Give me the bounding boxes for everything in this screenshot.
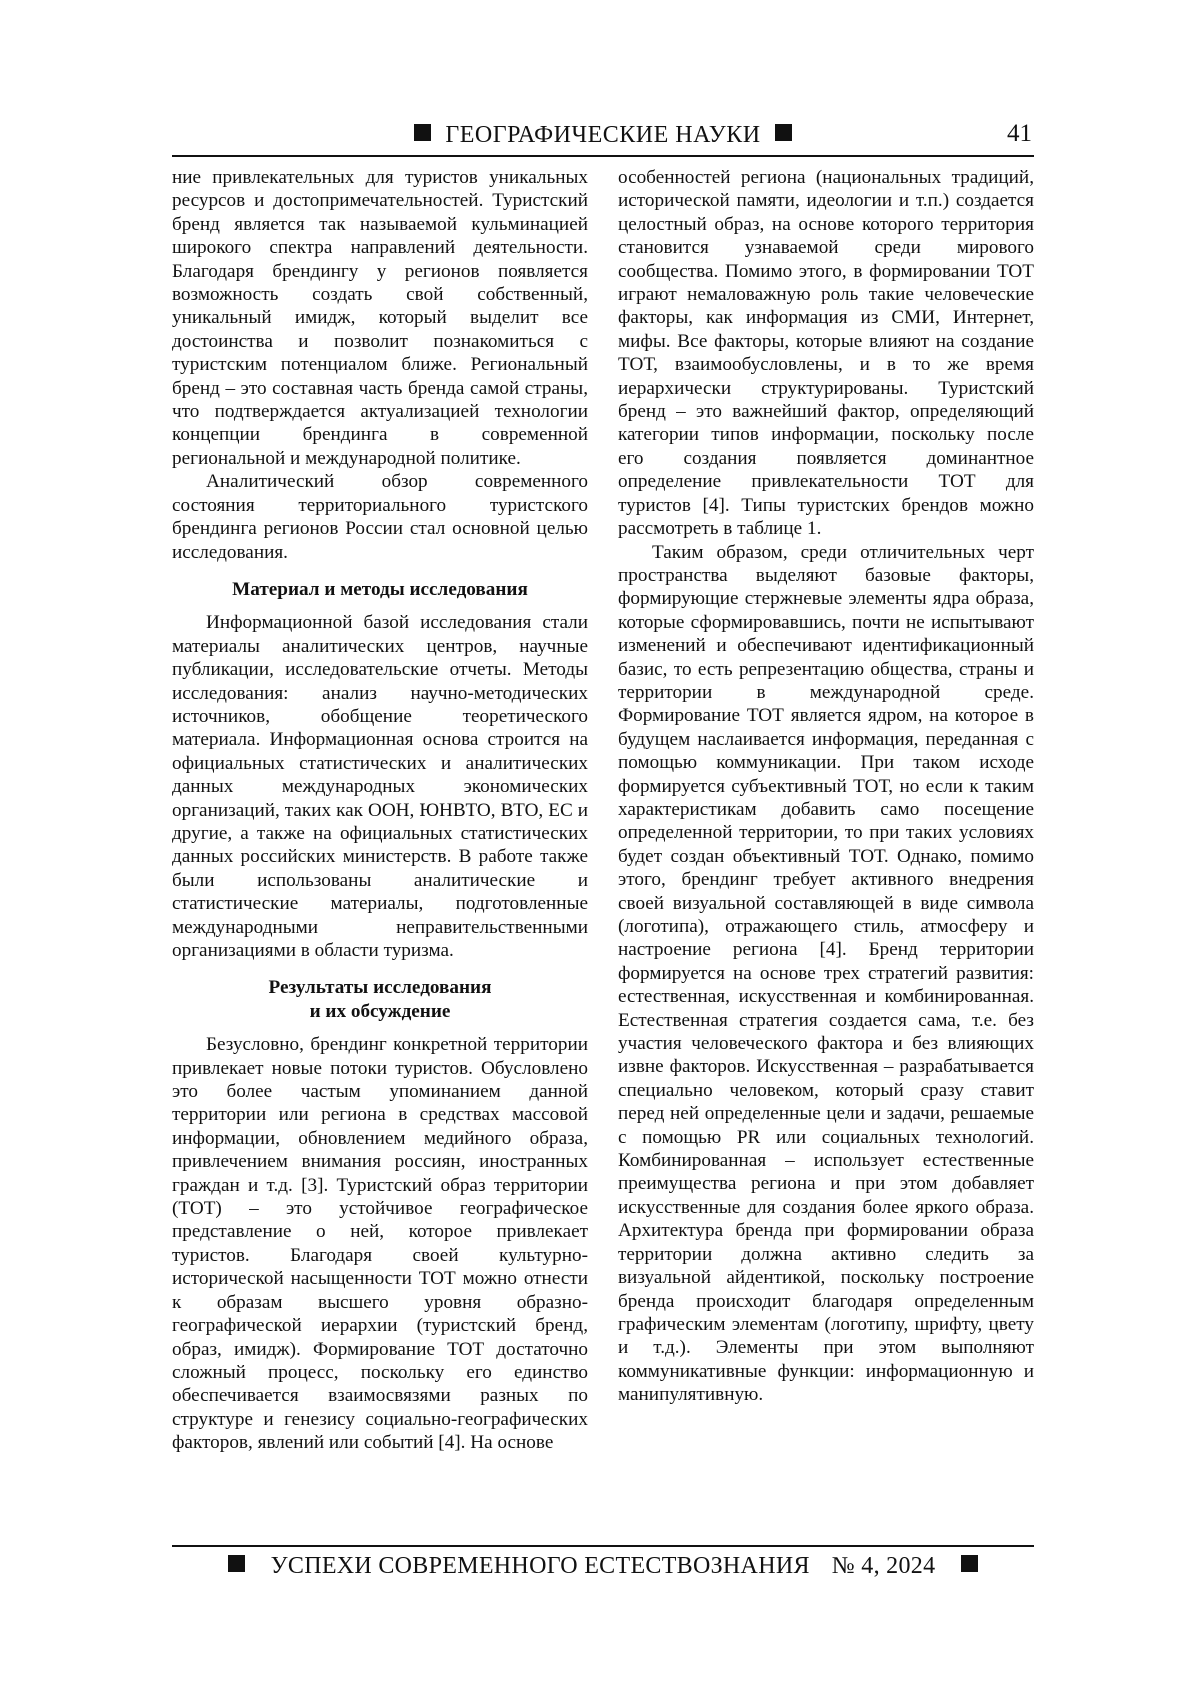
heading-line: и их обсуждение bbox=[309, 1000, 451, 1022]
journal-title: УСПЕХИ СОВРЕМЕННОГО ЕСТЕСТВОЗНАНИЯ bbox=[270, 1553, 810, 1579]
paragraph: Таким образом, среди отличительных черт пространства выделяют базовые факторы, формирующие стержневые элементы ядра образа, которые сформировавшись, почти не испытывают изменений и обеспечивают идентификационный базис, то есть репрезентацию общества, страны и территории в международной среде. Формирование ТОТ является ядром, на которое в будущем наслаивается информация, переданная с помощью коммуникации. При таком исходе формируется субъективный ТОТ, но если к таким характеристикам добавить само посещение определенной территории, то при таких условиях будет создан объективный ТОТ. Однако, помимо этого, брендинг требует активного внедрения своей визуальной составляющей в виде символа (логотипа), отражающего стиль, атмосферу и настроение региона [4]. Бренд территории формируется на основе трех стратегий развития: естественная, искусственная и комбинированная. Естественная стратегия создается сама, т.е. без участия человеческого фактора и без влияющих извне факторов. Искусственная – разрабатывается специально человеком, который сразу ставит перед ней определенные цели и задачи, решаемые с помощью PR или социальных технологий. Комбинированная – использует естественные преимущества региона и при этом добавляет искусственные для создания более яркого образа. Архитектура бренда при формировании образа территории должна активно следить за визуальной айдентикой, поскольку построение бренда происходит благодаря определенным графическим элементам (логотипу, шрифту, цвету и т.д.). Элементы при этом выполняют коммуникативные функции: информационную и манипулятивную. bbox=[618, 541, 1034, 1406]
section-heading-results bbox=[172, 976, 588, 1023]
section-title: ГЕОГРАФИЧЕСКИЕ НАУКИ bbox=[445, 122, 761, 148]
paragraph: ние привлекательных для туристов уникальных ресурсов и достопримечательностей. Туристский бренд является так называемой кульминацией широкого спектра направлений деятельности. Благодаря брендингу у регионов появляется возможность создать свой собственный, уникальный имидж, который выделит все достоинства и позволит познакомиться с туристским потенциалом ближе. Региональный бренд – это составная часть бренда самой страны, что подтверждается актуализацией технологии концепции брендинга в современной региональной и международной политике. bbox=[172, 167, 588, 469]
square-bullet-icon bbox=[961, 1555, 978, 1572]
footer bbox=[172, 1553, 1034, 1580]
square-bullet-icon bbox=[228, 1555, 245, 1572]
paragraph: особенностей региона (национальных традиций, исторической памяти, идеологии и т.п.) создается целостный образ, на основе которого территория становится узнаваемой среди мирового сообщества. Помимо этого, в формировании ТОТ играют немаловажную роль такие человеческие факторы, как информация из СМИ, Интернет, мифы. Все факторы, которые влияют на создание ТОТ, взаимообусловлены, и в то же время иерархически структурированы. Туристский бренд – это важнейший фактор, определяющий категории типов информации, поскольку после его создания появляется доминантное определение привлекательности ТОТ для туристов [4]. Типы туристских брендов можно рассмотреть в таблице 1. bbox=[618, 167, 1034, 540]
paragraph: Аналитический обзор современного состояния территориального туристского брендинга регионов России стал основной целью исследования. bbox=[172, 471, 588, 563]
paragraph: Информационной базой исследования стали материалы аналитических центров, научные публикации, исследовательские отчеты. Методы исследования: анализ научно-методических источников, обобщение теоретического материала. Информационная основа строится на официальных статистических и аналитических данных международных экономических организаций, таких как ООН, ЮНВТО, ВТО, ЕС и другие, а также на официальных статистических данных российских министерств. В работе также были использованы аналитические и статистические материалы, подготовленные международными неправительственными организациями в области туризма. bbox=[172, 612, 588, 961]
left-column bbox=[172, 166, 588, 1455]
page-number: 41 bbox=[1007, 120, 1032, 147]
paragraph: Безусловно, брендинг конкретной территории привлекает новые потоки туристов. Обусловлено это более частым упоминанием данной территории или региона в средствах массовой информации, обновлением медийного образа, привлечением внимания россиян, иностранных граждан и т.д. [3]. Туристский образ территории (ТОТ) – это устойчивое географическое представление о ней, которое привлекает туристов. Благодаря своей культурно-исторической насыщенности ТОТ можно отнести к образам высшего уровня образно-географической иерархии (туристский бренд, образ, имидж). Формирование ТОТ достаточно сложный процесс, поскольку его единство обеспечивается взаимосвязями разных по структуре и генезису социально-географических факторов, явлений или событий [4]. На основе bbox=[172, 1034, 588, 1454]
square-bullet-icon bbox=[414, 124, 431, 141]
square-bullet-icon bbox=[775, 124, 792, 141]
issue-number: № 4, 2024 bbox=[831, 1553, 936, 1579]
heading-line: Результаты исследования bbox=[268, 977, 492, 999]
header-rule bbox=[172, 155, 1034, 157]
footer-rule bbox=[172, 1545, 1034, 1547]
section-heading-materials: Материал и методы исследования bbox=[232, 578, 528, 600]
right-column bbox=[618, 166, 1034, 1407]
section-header bbox=[172, 122, 1034, 149]
running-head bbox=[172, 118, 1034, 154]
